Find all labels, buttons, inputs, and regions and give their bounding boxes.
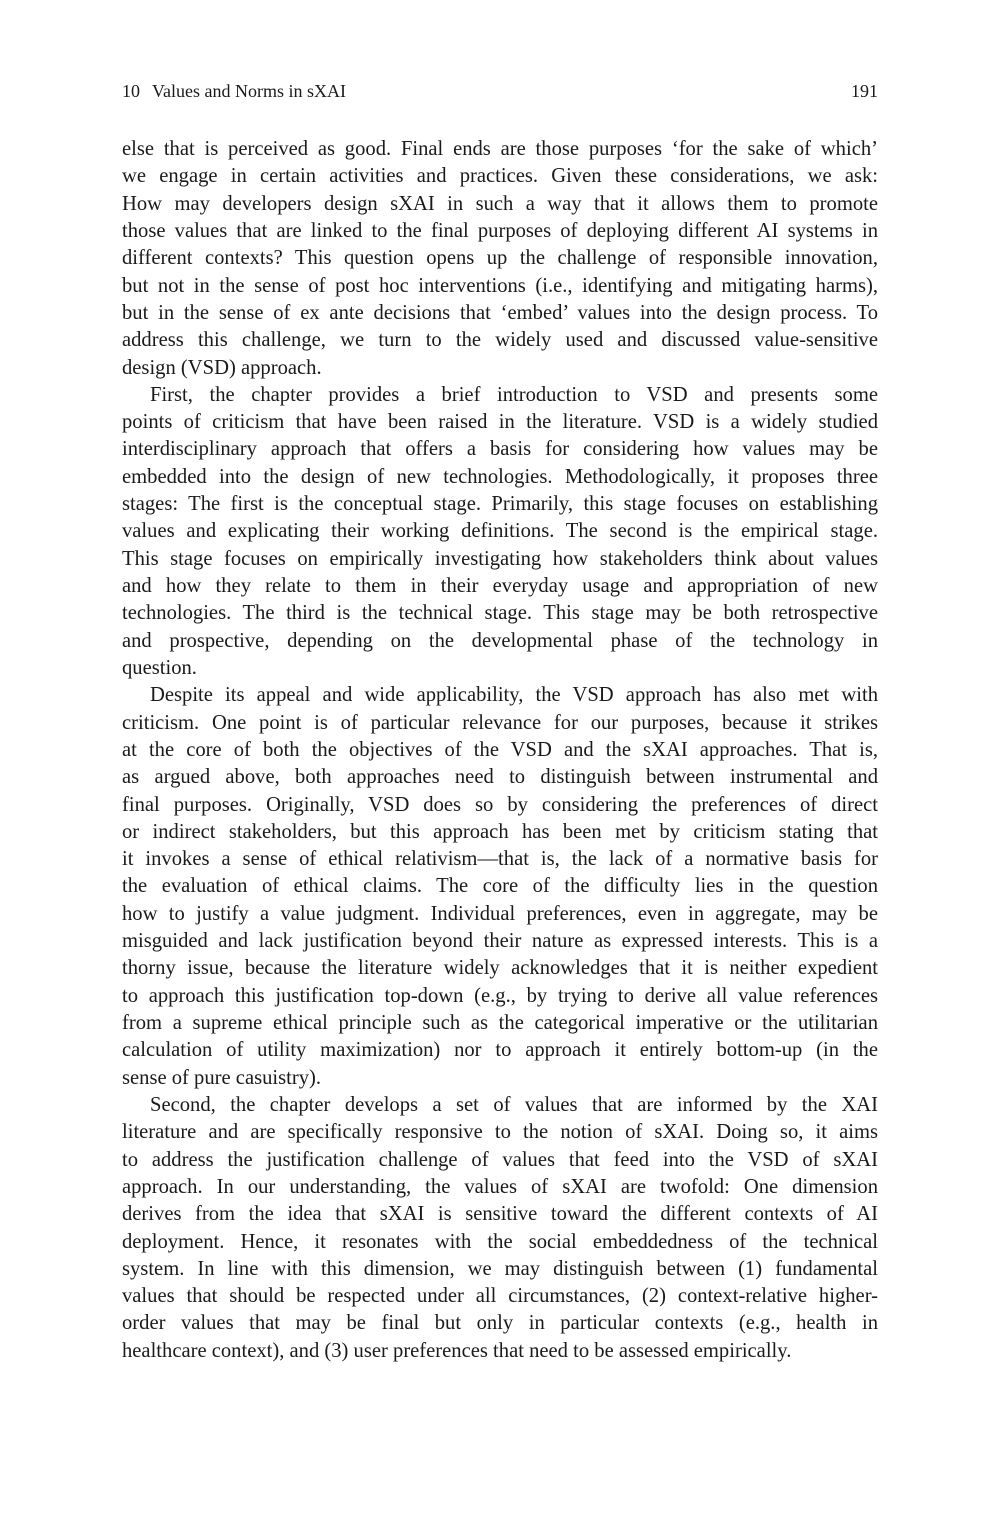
paragraph: [122, 1092, 878, 1365]
text-line: How may developers design sXAI in such a way that it allows them to promote: [122, 192, 878, 215]
text-line: address this challenge, we turn to the widely used and discussed value-sensitive: [122, 329, 878, 352]
text-line: from a supreme ethical principle such as the categorical imperative or the utilitarian: [122, 1012, 878, 1034]
text-line: thorny issue, because the literature widely acknowledges that it is neither expedient: [122, 957, 878, 980]
text-line: derives from the idea that sXAI is sensitive toward the different contexts of AI: [122, 1203, 878, 1226]
text-line: stages: The first is the conceptual stage. Primarily, this stage focuses on establishing: [122, 493, 878, 516]
text-line: First, the chapter provides a brief introduction to VSD and presents some: [150, 383, 878, 406]
text-line: or indirect stakeholders, but this approach has been met by criticism stating that: [122, 820, 878, 843]
text-line: final purposes. Originally, VSD does so by considering the preferences of direct: [122, 793, 878, 816]
text-line: it invokes a sense of ethical relativism—that is, the lack of a normative basis for: [122, 848, 878, 871]
text-line: criticism. One point is of particular relevance for our purposes, because it strikes: [122, 711, 878, 734]
text-line: design (VSD) approach.: [122, 356, 322, 379]
text-line: interdisciplinary approach that offers a basis for considering how values may be: [122, 438, 878, 461]
text-line: to approach this justification top-down (e.g., by trying to derive all value references: [122, 984, 878, 1007]
text-line: technologies. The third is the technical stage. This stage may be both retrospective: [122, 602, 878, 625]
text-line: Second, the chapter develops a set of values that are informed by the XAI: [150, 1093, 878, 1116]
text-line: misguided and lack justification beyond their nature as expressed interests. This is a: [122, 930, 878, 953]
chapter-title: Values and Norms in sXAI: [152, 81, 346, 101]
text-line: deployment. Hence, it resonates with the social embeddedness of the technical: [122, 1230, 878, 1253]
text-line: order values that may be final but only in particular contexts (e.g., health in: [122, 1312, 878, 1335]
text-line: embedded into the design of new technologies. Methodologically, it proposes three: [122, 465, 878, 488]
text-line: literature and are specifically responsive to the notion of sXAI. Doing so, it aims: [122, 1121, 878, 1144]
text-line: system. In line with this dimension, we may distinguish between (1) fundamental: [122, 1257, 878, 1280]
body-text: [122, 136, 878, 1365]
text-line: but in the sense of ex ante decisions that ‘embed’ values into the design process. To: [122, 301, 878, 324]
text-line: the evaluation of ethical claims. The core of the difficulty lies in the question: [122, 875, 878, 898]
text-line: and how they relate to them in their everyday usage and appropriation of new: [122, 575, 878, 597]
text-line: as argued above, both approaches need to distinguish between instrumental and: [122, 766, 878, 789]
text-line: else that is perceived as good. Final ends are those purposes ‘for the sake of which’: [122, 138, 878, 160]
page-number: 191: [851, 81, 878, 101]
text-line: sense of pure casuistry).: [122, 1066, 322, 1089]
text-line: This stage focuses on empirically investigating how stakeholders think about values: [122, 547, 878, 570]
paragraph: [122, 136, 878, 382]
text-line: values and explicating their working definitions. The second is the empirical stage.: [122, 520, 878, 543]
text-line: those values that are linked to the final purposes of deploying different AI systems in: [122, 219, 878, 242]
paragraph: [122, 382, 878, 682]
text-line: different contexts? This question opens up the challenge of responsible innovation,: [122, 247, 878, 270]
text-line: question.: [122, 656, 197, 679]
text-line: calculation of utility maximization) nor to approach it entirely bottom-up (in the: [122, 1039, 878, 1062]
chapter-heading: [122, 78, 346, 104]
text-line: but not in the sense of post hoc interventions (i.e., identifying and mitigating harms),: [122, 274, 878, 297]
running-header: [122, 78, 878, 104]
text-line: Despite its appeal and wide applicability, the VSD approach has also met with: [150, 684, 878, 707]
text-line: values that should be respected under all circumstances, (2) context-relative higher-: [122, 1285, 878, 1308]
text-line: at the core of both the objectives of the VSD and the sXAI approaches. That is,: [122, 738, 878, 761]
text-line: approach. In our understanding, the values of sXAI are twofold: One dimension: [122, 1175, 878, 1198]
text-line: to address the justification challenge of values that feed into the VSD of sXAI: [122, 1148, 878, 1171]
text-line: how to justify a value judgment. Individual preferences, even in aggregate, may be: [122, 902, 878, 925]
text-line: points of criticism that have been raised in the literature. VSD is a widely studied: [122, 411, 878, 434]
chapter-number: 10: [122, 81, 140, 101]
text-line: we engage in certain activities and practices. Given these considerations, we ask:: [122, 165, 878, 188]
text-line: healthcare context), and (3) user preferences that need to be assessed empirically.: [122, 1339, 792, 1362]
paragraph: [122, 682, 878, 1092]
text-line: and prospective, depending on the developmental phase of the technology in: [122, 629, 878, 652]
